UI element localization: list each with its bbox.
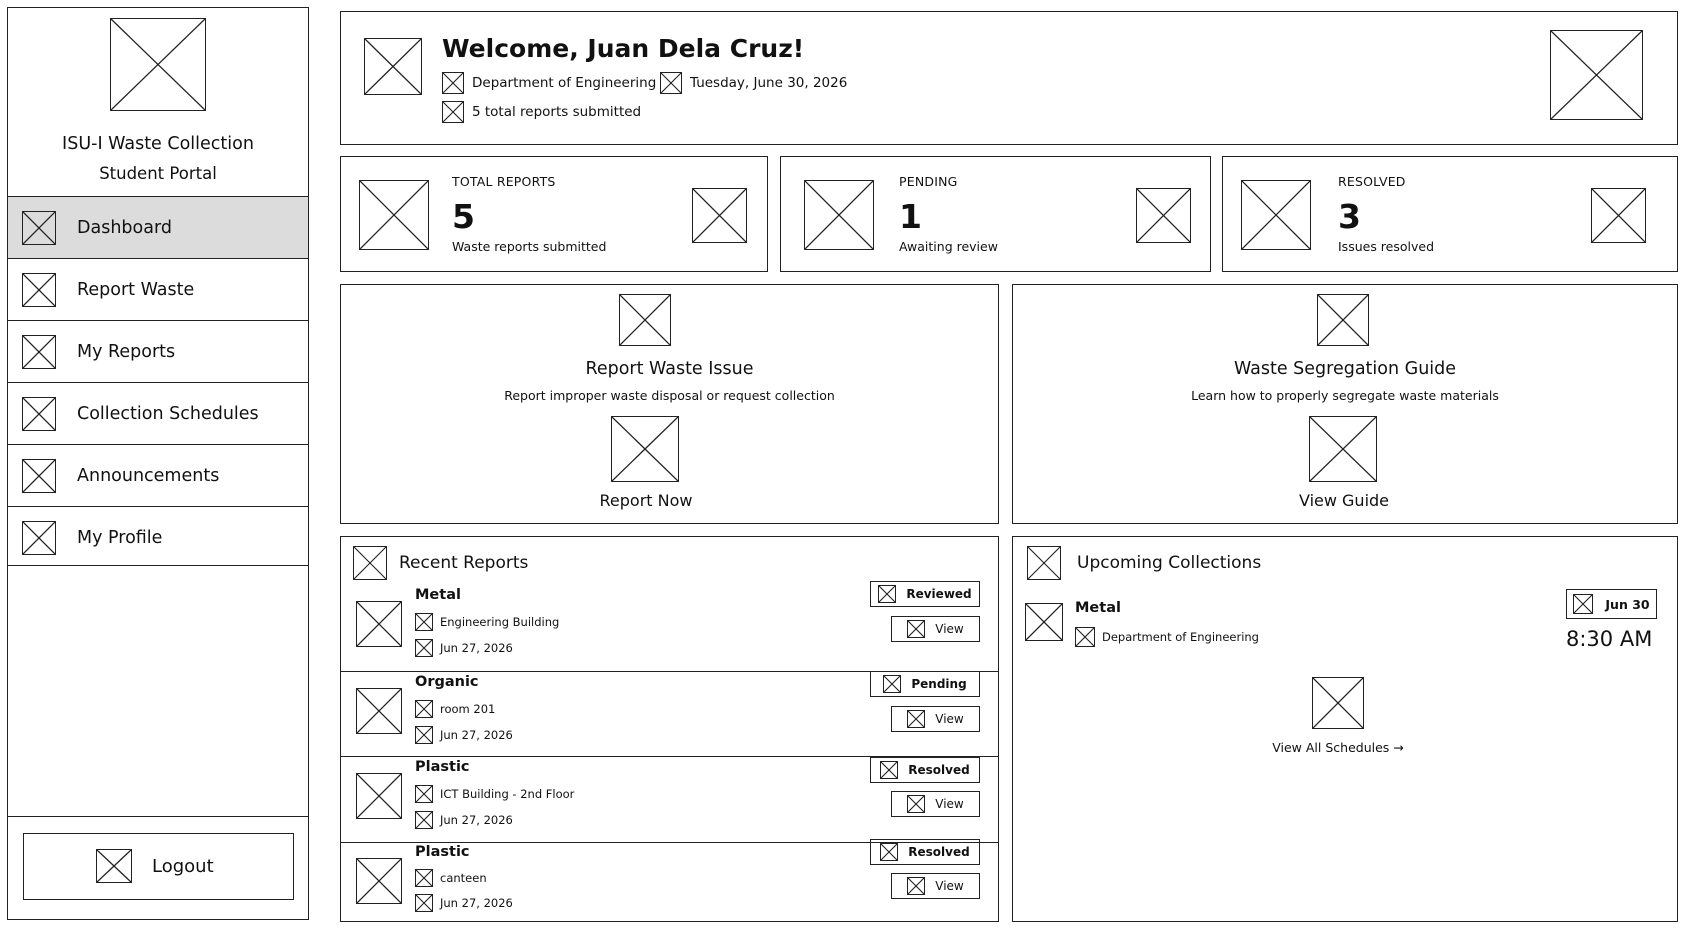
stat-label: RESOLVED bbox=[1338, 174, 1406, 189]
report-now-label: Report Now bbox=[599, 491, 693, 510]
report-row bbox=[341, 674, 998, 758]
view-report-button[interactable] bbox=[891, 616, 980, 642]
view-icon bbox=[907, 877, 925, 895]
stat-decor-icon bbox=[692, 188, 747, 243]
collection-time: 8:30 AM bbox=[1566, 627, 1653, 651]
date-text: Jun 27, 2026 bbox=[440, 896, 513, 910]
view-label: View bbox=[935, 879, 964, 893]
stat-decor-icon bbox=[1591, 188, 1646, 243]
collection-department bbox=[1075, 627, 1259, 647]
department-icon bbox=[1075, 627, 1095, 647]
status-badge bbox=[870, 581, 980, 607]
report-waste-icon bbox=[22, 273, 56, 307]
view-guide-button[interactable] bbox=[1296, 416, 1392, 514]
date-text: Jun 27, 2026 bbox=[440, 641, 513, 655]
report-type: Plastic bbox=[415, 759, 470, 775]
department-text: Department of Engineering bbox=[1102, 630, 1259, 644]
stat-value: 5 bbox=[452, 197, 475, 236]
collection-type: Metal bbox=[1075, 600, 1121, 616]
recent-reports-title: Recent Reports bbox=[399, 553, 529, 573]
nav-item-label: Collection Schedules bbox=[77, 404, 259, 424]
report-location bbox=[415, 785, 574, 803]
calendar-icon bbox=[415, 726, 433, 744]
date-text: Tuesday, June 30, 2026 bbox=[690, 75, 848, 91]
resolved-icon bbox=[1241, 180, 1311, 250]
upcoming-collections-header bbox=[1027, 546, 1261, 580]
schedule-icon bbox=[22, 397, 56, 431]
location-icon bbox=[415, 785, 433, 803]
view-icon bbox=[907, 710, 925, 728]
location-icon bbox=[415, 700, 433, 718]
action-desc: Report improper waste disposal or request collection bbox=[504, 388, 835, 403]
action-card-report-waste bbox=[340, 284, 999, 524]
view-report-button[interactable] bbox=[891, 706, 980, 732]
view-guide-label: View Guide bbox=[1298, 491, 1390, 510]
view-guide-icon bbox=[1309, 416, 1377, 482]
location-icon bbox=[415, 869, 433, 887]
stat-label: PENDING bbox=[899, 174, 958, 189]
report-type: Organic bbox=[415, 674, 479, 690]
calendar-icon bbox=[415, 894, 433, 912]
nav-item-my-profile[interactable] bbox=[8, 506, 308, 568]
announcements-icon bbox=[22, 459, 56, 493]
stat-card-pending bbox=[780, 156, 1211, 272]
reports-summary-meta bbox=[442, 101, 641, 123]
logout-icon bbox=[96, 849, 132, 883]
nav-item-label: Dashboard bbox=[77, 218, 172, 238]
department-meta bbox=[442, 72, 656, 94]
brand-title: ISU-I Waste Collection bbox=[62, 134, 254, 154]
brand-logo-image bbox=[110, 18, 206, 111]
nav-item-label: My Profile bbox=[77, 528, 163, 548]
dashboard-icon bbox=[22, 211, 56, 245]
guide-icon bbox=[1317, 294, 1369, 346]
profile-icon bbox=[22, 521, 56, 555]
report-thumbnail bbox=[356, 858, 402, 904]
stat-card-total-reports bbox=[340, 156, 768, 272]
logout-button[interactable] bbox=[23, 833, 294, 900]
location-text: Engineering Building bbox=[440, 615, 560, 629]
status-text: Resolved bbox=[908, 845, 970, 859]
view-label: View bbox=[935, 797, 964, 811]
report-thumbnail bbox=[356, 601, 402, 647]
report-date bbox=[415, 639, 513, 657]
stat-desc: Issues resolved bbox=[1338, 239, 1435, 254]
nav-item-dashboard[interactable] bbox=[8, 196, 308, 258]
report-issue-icon bbox=[619, 294, 671, 346]
view-report-button[interactable] bbox=[891, 791, 980, 817]
nav-item-announcements[interactable] bbox=[8, 444, 308, 506]
status-icon bbox=[878, 585, 896, 603]
pending-icon bbox=[804, 180, 874, 250]
nav-item-collection-schedules[interactable] bbox=[8, 382, 308, 444]
location-text: canteen bbox=[440, 871, 487, 885]
nav-divider bbox=[8, 565, 308, 566]
sidebar bbox=[7, 7, 309, 920]
total-reports-icon bbox=[359, 180, 429, 250]
date-text: Jun 27, 2026 bbox=[440, 728, 513, 742]
collection-date: Jun 30 bbox=[1605, 596, 1650, 612]
calendar-icon bbox=[415, 639, 433, 657]
logout-label: Logout bbox=[152, 856, 214, 877]
action-desc: Learn how to properly segregate waste materials bbox=[1191, 388, 1499, 403]
report-date bbox=[415, 811, 513, 829]
report-location bbox=[415, 613, 559, 631]
brand-subtitle: Student Portal bbox=[99, 164, 217, 183]
location-text: ICT Building - 2nd Floor bbox=[440, 787, 575, 801]
nav-item-report-waste[interactable] bbox=[8, 258, 308, 320]
status-icon bbox=[883, 675, 901, 693]
report-thumbnail bbox=[356, 688, 402, 734]
header-illustration bbox=[1550, 30, 1643, 120]
action-card-segregation-guide bbox=[1012, 284, 1678, 524]
upcoming-collections-panel bbox=[1012, 536, 1678, 922]
status-badge bbox=[870, 757, 980, 783]
stat-decor-icon bbox=[1136, 188, 1191, 243]
report-date bbox=[415, 726, 513, 744]
collection-date-badge bbox=[1566, 589, 1657, 619]
calendar-icon bbox=[415, 811, 433, 829]
view-report-button[interactable] bbox=[891, 873, 980, 899]
view-icon bbox=[907, 795, 925, 813]
stat-desc: Awaiting review bbox=[899, 239, 998, 254]
nav-item-label: Announcements bbox=[77, 466, 220, 486]
date-meta bbox=[660, 72, 847, 94]
status-text: Reviewed bbox=[906, 587, 972, 601]
stat-desc: Waste reports submitted bbox=[452, 239, 607, 254]
view-icon bbox=[907, 620, 925, 638]
nav-item-my-reports[interactable] bbox=[8, 320, 308, 382]
action-title: Report Waste Issue bbox=[585, 359, 754, 379]
footer-divider bbox=[8, 816, 308, 817]
location-icon bbox=[415, 613, 433, 631]
action-title: Waste Segregation Guide bbox=[1233, 359, 1457, 379]
status-icon bbox=[880, 761, 898, 779]
collections-icon bbox=[1027, 546, 1061, 580]
view-label: View bbox=[935, 622, 964, 636]
stat-value: 1 bbox=[899, 197, 922, 236]
recent-reports-panel bbox=[340, 536, 999, 922]
report-thumbnail bbox=[356, 773, 402, 819]
view-label: View bbox=[935, 712, 964, 726]
user-avatar bbox=[364, 38, 422, 95]
welcome-header bbox=[340, 11, 1678, 145]
calendar-icon bbox=[660, 72, 682, 94]
status-badge bbox=[870, 671, 980, 697]
my-reports-icon bbox=[22, 335, 56, 369]
status-badge bbox=[870, 839, 980, 865]
report-location bbox=[415, 700, 495, 718]
report-row bbox=[341, 844, 998, 920]
calendar-icon bbox=[1573, 594, 1593, 614]
department-text: Department of Engineering bbox=[472, 75, 657, 91]
report-date bbox=[415, 894, 513, 912]
report-location bbox=[415, 869, 487, 887]
welcome-title: Welcome, Juan Dela Cruz! bbox=[442, 34, 805, 63]
nav-item-label: Report Waste bbox=[77, 280, 195, 300]
department-icon bbox=[442, 72, 464, 94]
stat-card-resolved bbox=[1222, 156, 1678, 272]
upcoming-collections-title: Upcoming Collections bbox=[1077, 553, 1262, 573]
reports-icon bbox=[442, 101, 464, 123]
stat-label: TOTAL REPORTS bbox=[452, 174, 556, 189]
nav-item-label: My Reports bbox=[77, 342, 176, 362]
report-now-button[interactable] bbox=[598, 416, 694, 514]
report-type: Plastic bbox=[415, 844, 470, 860]
status-icon bbox=[880, 843, 898, 861]
stat-value: 3 bbox=[1338, 197, 1361, 236]
recent-reports-header bbox=[353, 546, 528, 580]
report-now-icon bbox=[611, 416, 679, 482]
report-type: Metal bbox=[415, 587, 461, 603]
location-text: room 201 bbox=[440, 702, 496, 716]
collection-thumbnail bbox=[1025, 603, 1063, 641]
report-row bbox=[341, 587, 998, 671]
view-all-schedules-link[interactable]: View All Schedules → bbox=[1272, 740, 1404, 755]
status-text: Resolved bbox=[908, 763, 970, 777]
date-text: Jun 27, 2026 bbox=[440, 813, 513, 827]
recent-reports-icon bbox=[353, 546, 387, 580]
schedules-icon bbox=[1312, 677, 1364, 729]
reports-summary-text: 5 total reports submitted bbox=[472, 104, 642, 120]
report-row bbox=[341, 759, 998, 843]
status-text: Pending bbox=[911, 677, 967, 691]
